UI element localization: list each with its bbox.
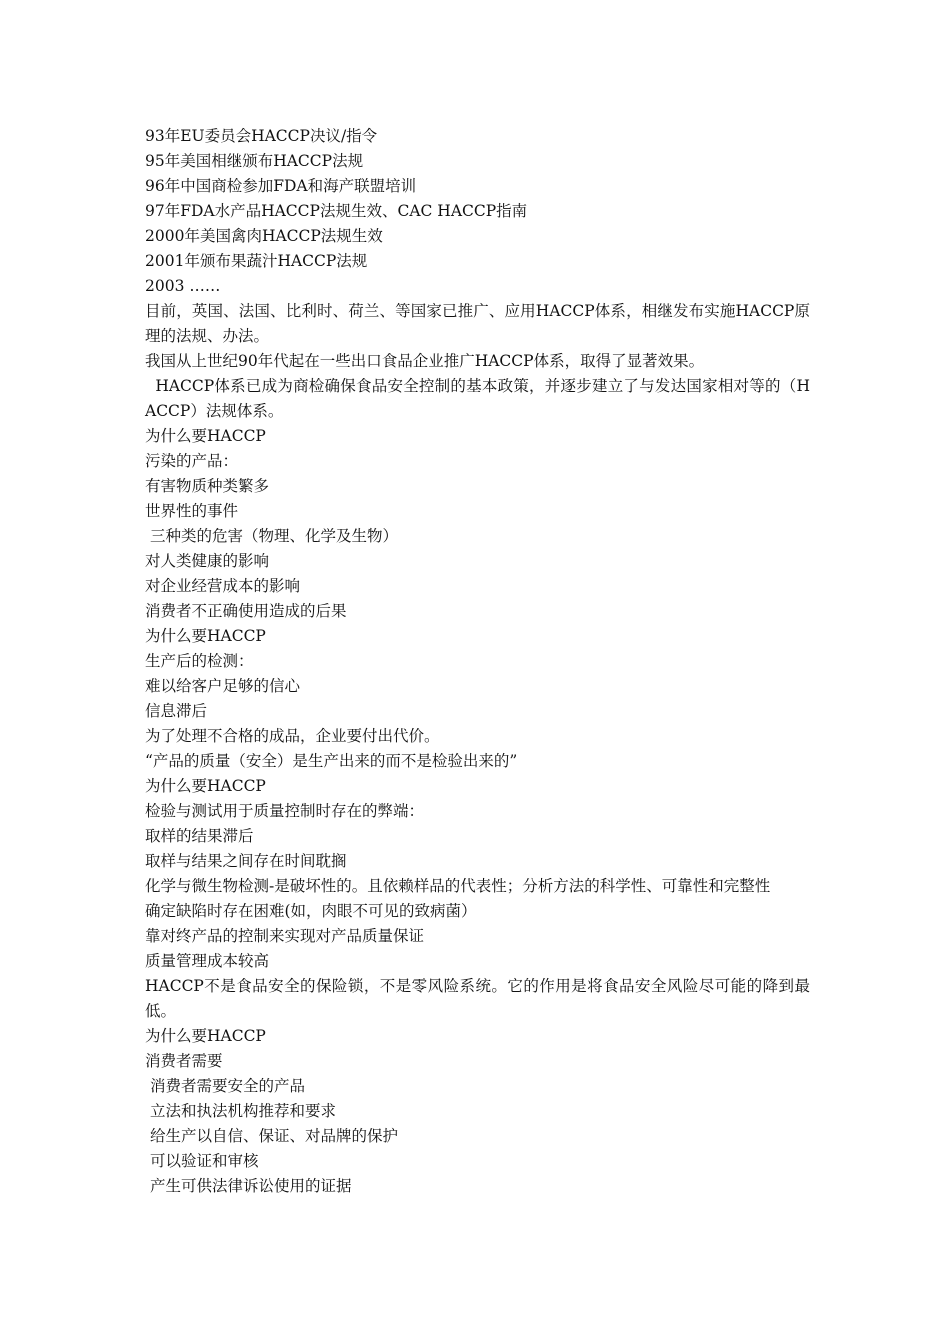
section-heading: 为什么要HACCP xyxy=(145,627,266,645)
list-item: 确定缺陷时存在困难(如，肉眼不可见的致病菌） xyxy=(145,902,477,920)
list-item: 难以给客户足够的信心 xyxy=(145,677,301,695)
list-item: 对人类健康的影响 xyxy=(145,552,270,570)
text-line: 2003 …… xyxy=(145,277,221,295)
list-item: 取样与结果之间存在时间耽搁 xyxy=(145,852,347,870)
text-paragraph: HACCP不是食品安全的保险锁，不是零风险系统。它的作用是将食品安全风险尽可能的降到最低。 xyxy=(145,977,810,1020)
list-item: 信息滞后 xyxy=(145,702,208,720)
list-item: 产生可供法律诉讼使用的证据 xyxy=(145,1177,352,1195)
text-paragraph: 目前，英国、法国、比利时、荷兰、等国家已推广、应用HACCP体系，相继发布实施HACCP原理的法规、办法。 xyxy=(145,302,810,345)
text-line: 2001年颁布果蔬汁HACCP法规 xyxy=(145,252,368,270)
text-line: 96年中国商检参加FDA和海产联盟培训 xyxy=(145,177,417,195)
text-line: 93年EU委员会HACCP决议/指令 xyxy=(145,127,378,145)
section-heading: 为什么要HACCP xyxy=(145,777,266,795)
text-line: 检验与测试用于质量控制时存在的弊端： xyxy=(145,802,425,820)
document-body xyxy=(145,124,810,1199)
text-paragraph: HACCP体系已成为商检确保食品安全控制的基本政策，并逐步建立了与发达国家相对等的（HACCP）法规体系。 xyxy=(145,377,810,420)
list-item: 对企业经营成本的影响 xyxy=(145,577,301,595)
text-line: 生产后的检测： xyxy=(145,652,254,670)
list-item: 消费者需要安全的产品 xyxy=(145,1077,305,1095)
list-item: 取样的结果滞后 xyxy=(145,827,254,845)
list-item: 给生产以自信、保证、对品牌的保护 xyxy=(145,1127,398,1145)
list-item: 有害物质种类繁多 xyxy=(145,477,270,495)
section-heading: 为什么要HACCP xyxy=(145,1027,266,1045)
list-item: 三种类的危害（物理、化学及生物） xyxy=(145,527,398,545)
list-item: 世界性的事件 xyxy=(145,502,239,520)
quote-line: “产品的质量（安全）是生产出来的而不是检验出来的” xyxy=(145,752,518,770)
list-item: 消费者不正确使用造成的后果 xyxy=(145,602,347,620)
text-paragraph: 我国从上世纪90年代起在一些出口食品企业推广HACCP体系，取得了显著效果。 xyxy=(145,352,705,370)
text-line: 95年美国相继颁布HACCP法规 xyxy=(145,152,364,170)
list-item: 为了处理不合格的成品，企业要付出代价。 xyxy=(145,727,440,745)
text-line: 污染的产品： xyxy=(145,452,239,470)
text-line: 2000年美国禽肉HACCP法规生效 xyxy=(145,227,383,245)
list-item: 质量管理成本较高 xyxy=(145,952,270,970)
list-item: 立法和执法机构推荐和要求 xyxy=(145,1102,336,1120)
text-line: 消费者需要 xyxy=(145,1052,223,1070)
section-heading: 为什么要HACCP xyxy=(145,427,266,445)
list-item: 靠对终产品的控制来实现对产品质量保证 xyxy=(145,927,425,945)
text-line: 97年FDA水产品HACCP法规生效、CAC HACCP指南 xyxy=(145,202,528,220)
list-item: 可以验证和审核 xyxy=(145,1152,259,1170)
list-item: 化学与微生物检测-是破坏性的。且依赖样品的代表性；分析方法的科学性、可靠性和完整性 xyxy=(145,877,771,895)
